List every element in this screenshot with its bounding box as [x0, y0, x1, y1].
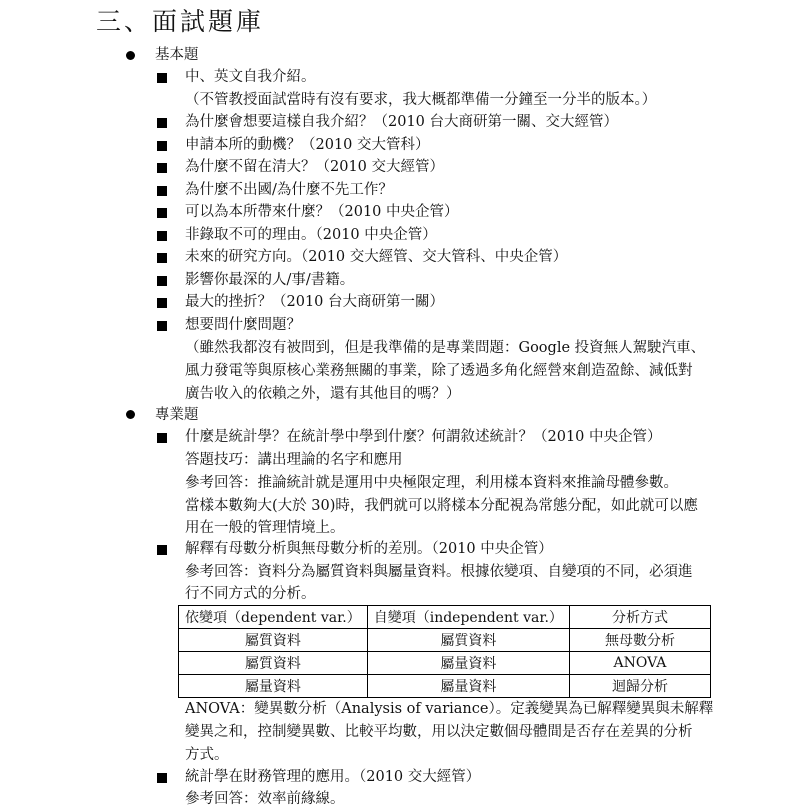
list-item: 解釋有母數分析與無母數分析的差別。（2010 中央企管）	[185, 541, 553, 557]
table-row	[179, 629, 711, 652]
list-item: 最大的挫折？（2010 台大商研第一關）	[185, 294, 445, 310]
table-cell: 屬量資料	[367, 652, 569, 675]
item-note: （雖然我都沒有被問到，但是我準備的是專業問題：Google 投資無人駕駛汽車、	[185, 340, 706, 356]
item-note: 行不同方式的分析。	[185, 586, 316, 602]
square-bullet-icon	[157, 298, 167, 308]
item-note: 廣告收入的依賴之外，還有其他目的嗎？）	[185, 386, 461, 402]
square-bullet-icon	[157, 208, 167, 218]
list-item: 影響你最深的人/事/書籍。	[185, 272, 355, 288]
table-header-cell: 依變項（dependent var.）	[179, 606, 368, 629]
item-note: 參考回答：效率前緣線。	[185, 791, 345, 807]
square-bullet-icon	[157, 321, 167, 331]
item-note: 答題技巧：講出理論的名字和應用	[185, 452, 403, 468]
list-item: 申請本所的動機？（2010 交大管科）	[185, 137, 430, 153]
page-title: 三、面試題庫	[96, 7, 265, 36]
square-bullet-icon	[157, 773, 167, 783]
square-bullet-icon	[157, 231, 167, 241]
square-bullet-icon	[157, 545, 167, 555]
table-row	[179, 675, 711, 698]
square-bullet-icon	[157, 163, 167, 173]
table-header-row	[179, 606, 711, 629]
square-bullet-icon	[157, 186, 167, 196]
item-note: 風力發電等與原核心業務無關的事業，除了透過多角化經營來創造盈餘、減低對	[185, 363, 693, 379]
list-item: 可以為本所帶來什麼？（2010 中央企管）	[185, 204, 459, 220]
square-bullet-icon	[157, 433, 167, 443]
table-row	[179, 652, 711, 675]
list-item: 中、英文自我介紹。	[185, 69, 316, 85]
table-cell: ANOVA	[569, 652, 710, 675]
table-cell: 屬質資料	[367, 629, 569, 652]
table-cell: 屬量資料	[367, 675, 569, 698]
square-bullet-icon	[157, 118, 167, 128]
section-professional-label: 專業題	[155, 407, 199, 423]
square-bullet-icon	[157, 73, 167, 83]
table-header-cell: 分析方式	[569, 606, 710, 629]
list-item: 為什麼不出國/為什麼不先工作？	[185, 182, 393, 198]
table-cell: 屬質資料	[179, 629, 368, 652]
anova-note: 變異之和，控制變異數、比較平均數，用以決定數個母體間是否存在差異的分析	[185, 724, 693, 740]
section-basic-label: 基本題	[155, 47, 199, 63]
item-note: 用在一般的管理情境上。	[185, 520, 345, 536]
list-item: 統計學在財務管理的應用。（2010 交大經管）	[185, 769, 481, 785]
analysis-table	[178, 605, 711, 698]
list-item: 什麼是統計學？在統計學中學到什麼？何謂敘述統計？（2010 中央企管）	[185, 429, 662, 445]
table-cell: 屬量資料	[179, 675, 368, 698]
list-item: 為什麼不留在清大？（2010 交大經管）	[185, 159, 445, 175]
bullet-dot-icon	[126, 51, 135, 60]
table-cell: 屬質資料	[179, 652, 368, 675]
table-cell: 迴歸分析	[569, 675, 710, 698]
list-item: 未來的研究方向。（2010 交大經管、交大管科、中央企管）	[185, 249, 568, 265]
square-bullet-icon	[157, 141, 167, 151]
list-item: 想要問什麼問題？	[185, 317, 301, 333]
item-note: 參考回答：推論統計就是運用中央極限定理，利用樣本資料來推論母體參數。	[185, 475, 678, 491]
square-bullet-icon	[157, 276, 167, 286]
list-item: 非錄取不可的理由。（2010 中央企管）	[185, 227, 437, 243]
square-bullet-icon	[157, 253, 167, 263]
table-cell: 無母數分析	[569, 629, 710, 652]
list-item: 為什麼會想要這樣自我介紹？（2010 台大商研第一關、交大經管）	[185, 114, 619, 130]
anova-note: 方式。	[185, 747, 229, 763]
anova-note: ANOVA：變異數分析（Analysis of variance）。定義變異為已解釋變異與未解釋	[185, 701, 714, 717]
table-header-cell: 自變項（independent var.）	[367, 606, 569, 629]
item-note: 當樣本數夠大(大於 30)時，我們就可以將樣本分配視為常態分配，如此就可以應	[185, 498, 698, 514]
bullet-dot-icon	[126, 410, 135, 419]
item-note: （不管教授面試當時有沒有要求，我大概都準備一分鐘至一分半的版本。）	[185, 92, 657, 108]
item-note: 參考回答：資料分為屬質資料與屬量資料。根據依變項、自變項的不同，必須進	[185, 564, 693, 580]
